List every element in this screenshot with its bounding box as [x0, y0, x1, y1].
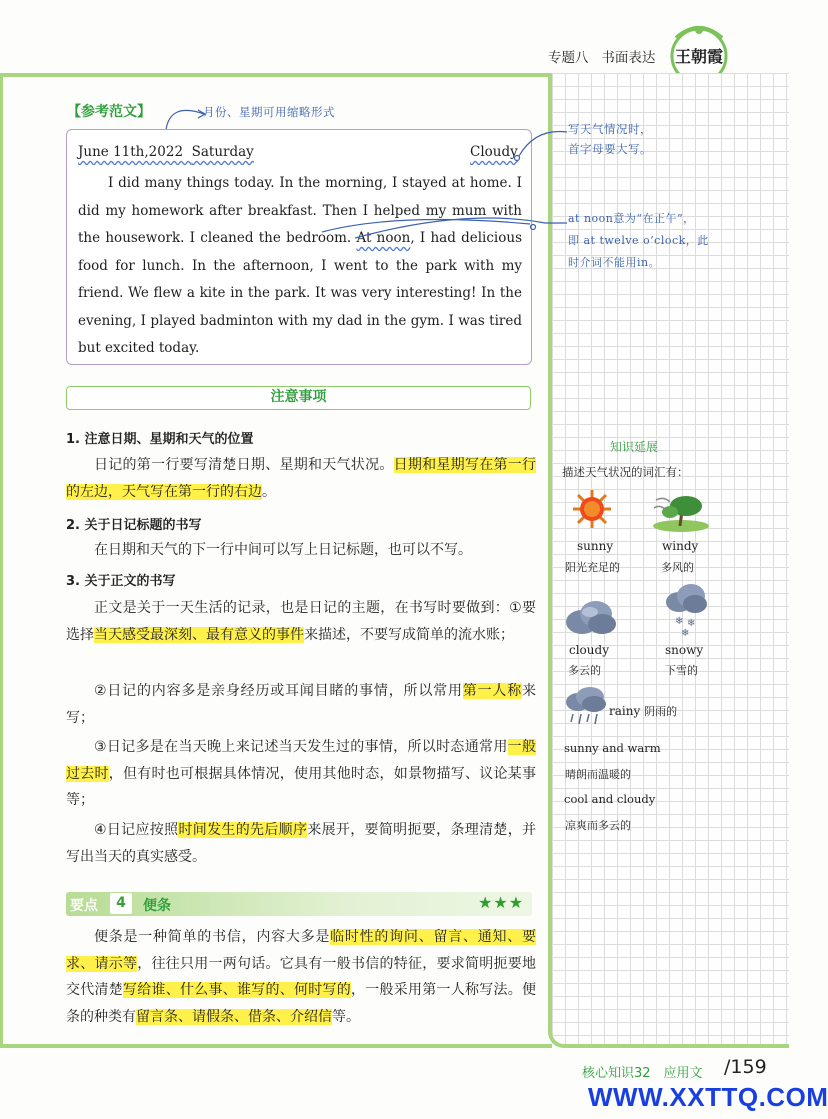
annotation-noon-line: 时介词不能用in。 — [568, 256, 661, 269]
annotation-noon-line: at noon意为“在正午”， — [568, 212, 695, 225]
diary-weather: Cloudy — [470, 144, 518, 160]
sun-icon — [571, 488, 613, 530]
rain-cloud-icon — [563, 686, 609, 728]
diary-weekday: Saturday — [191, 144, 254, 160]
text: ②日记的内容多是亲身经历或耳闻目睹的事情，所以常用 — [94, 683, 463, 699]
highlight: 写给谁、什么事、谁写的、何时写的 — [123, 982, 351, 998]
highlight: 日期和星期写在第一行的左边，天气写在第一行的右边 — [66, 457, 537, 500]
point-number: 4 — [110, 893, 132, 914]
point-name: 便条 — [143, 898, 171, 914]
word-cloudy-cn: 多云的 — [568, 664, 601, 677]
word-cool-cloudy-cn: 凉爽而多云的 — [565, 819, 631, 832]
svg-text:❄: ❄ — [681, 628, 690, 639]
watermark: WWW.XXTTQ.COM — [588, 1082, 828, 1112]
word-sunny-cn: 阳光充足的 — [565, 561, 620, 574]
annotation-month: 月份、星期可用缩略形式 — [203, 105, 335, 119]
annotation-weather-line: 首字母要大写。 — [568, 142, 652, 156]
section-2-title: 2. 关于日记标题的书写 — [66, 518, 202, 533]
text: ，往往只用一两句话。它具有一般书信的特征，要求简明扼要地交代清楚 — [66, 955, 536, 998]
section-1-title: 1. 注意日期、星期和天气的位置 — [66, 432, 254, 447]
highlight: 临时性的询问、留言、通知、要求、请示等 — [66, 929, 537, 972]
diary-text-part1: I did many things today. In the morning, I stayed at home. I did my homework after breakfast. Then I helped my mum with the housework. I cleaned the bedroom. — [78, 175, 522, 246]
wind-tree-icon — [650, 492, 712, 532]
section-3-para-4 — [66, 817, 536, 870]
difficulty-stars: ★★★ — [478, 893, 525, 912]
cloud-icon — [562, 598, 618, 638]
left-rule — [0, 73, 3, 1048]
annotation-at-noon — [568, 208, 768, 274]
page-number: /159 — [724, 1056, 767, 1078]
section-label: 专题八 — [548, 50, 589, 66]
point-4-text — [66, 924, 536, 1030]
word-sunny-warm: sunny and warm — [564, 741, 661, 755]
text: ，但有时也可根据具体情况，使用其他时态，如景物描写、议论某事等； — [66, 765, 536, 808]
footer-topic: 核心知识32 应用文 — [582, 1066, 703, 1081]
highlight: 一般过去时 — [66, 739, 536, 782]
snow-cloud-icon — [663, 582, 711, 638]
word-snowy: snowy — [665, 643, 704, 657]
text: 日记的第一行要写清楚日期、星期和天气状况。 — [94, 457, 394, 473]
annotation-weather — [568, 119, 768, 159]
diary-date-line — [78, 144, 254, 160]
text: ③日记多是在当天晚上来记述当天发生过的事情，所以时态通常用 — [94, 739, 508, 755]
section-3-para-2 — [66, 678, 536, 731]
word-rainy-cn: 阴雨的 — [644, 705, 678, 718]
extension-subtitle: 描述天气状况的词汇有： — [562, 465, 689, 479]
word-windy-cn: 多风的 — [661, 561, 694, 574]
section-2-text: 在日期和天气的下一行中间可以写上日记标题，也可以不写。 — [94, 542, 472, 558]
highlight: 当天感受最深刻、最有意义的事件 — [94, 626, 304, 643]
diary-text-part2: , I had delicious food for lunch. In the afternoon, I went to the park with my friend. We flew a kite in the park. It was very interesting! In the evening, I played badminton with my dad in the gym. I was tired but excited today. — [78, 230, 522, 356]
text: ，一般采用第一人称写法。便条的种类有 — [66, 982, 536, 1025]
text: 等。 — [332, 1008, 360, 1025]
reference-label: 【参考范文】 — [67, 104, 151, 120]
point-label: 要点 — [70, 898, 98, 914]
section-3-para-1 — [66, 595, 536, 648]
word-snowy-cn: 下雪的 — [665, 664, 698, 677]
word-sunny-warm-cn: 晴朗而温暖的 — [565, 768, 631, 781]
point-4-bar — [66, 892, 532, 916]
annotation-noon-line: 即 at twelve o’clock，此 — [568, 234, 709, 247]
highlight: 时间发生的先后顺序 — [178, 822, 308, 838]
svg-text:❄: ❄ — [687, 618, 696, 629]
diary-date: June 11th,2022 — [78, 144, 184, 160]
word-sunny: sunny — [577, 539, 614, 553]
page-number-value: 159 — [730, 1056, 767, 1078]
text: 。 — [262, 483, 276, 500]
header-section — [548, 46, 655, 66]
section-1-text — [66, 452, 536, 505]
word-rainy: rainy — [609, 704, 641, 718]
highlight: 第一人称 — [462, 683, 522, 699]
notice-title: 注意事项 — [66, 386, 531, 410]
diary-body — [78, 170, 522, 363]
word-windy: windy — [662, 539, 699, 553]
svg-text:王朝霞: 王朝霞 — [674, 47, 724, 66]
word-cloudy: cloudy — [569, 643, 609, 657]
text: 来描述，不要写成简单的流水账； — [304, 626, 514, 643]
extension-title: 知识延展 — [610, 440, 659, 454]
diary-text-at-noon: At noon — [356, 230, 411, 246]
text: 便条是一种简单的书信，内容大多是 — [94, 929, 331, 945]
text: 来展开，要简明扼要，条理清楚，并写出当天的真实感受。 — [66, 822, 537, 865]
section-3-para-3 — [66, 734, 536, 814]
bottom-rule — [0, 1044, 552, 1048]
subsection-label: 书面表达 — [601, 50, 656, 66]
word-cool-cloudy: cool and cloudy — [564, 792, 656, 806]
text: 正文是关于一天生活的记录，也是日记的主题，在书写时要做到：①要选择 — [66, 600, 536, 643]
text: ④日记应按照 — [94, 822, 179, 838]
highlight: 留言条、请假条、借条、介绍信 — [136, 1008, 332, 1025]
svg-text:❄: ❄ — [675, 616, 684, 627]
section-3-title: 3. 关于正文的书写 — [66, 574, 176, 589]
annotation-arrow-noon — [318, 200, 538, 250]
text: 来写； — [66, 683, 536, 726]
word-rainy-line — [609, 703, 677, 719]
annotation-weather-line: 写天气情况时， — [568, 122, 652, 136]
